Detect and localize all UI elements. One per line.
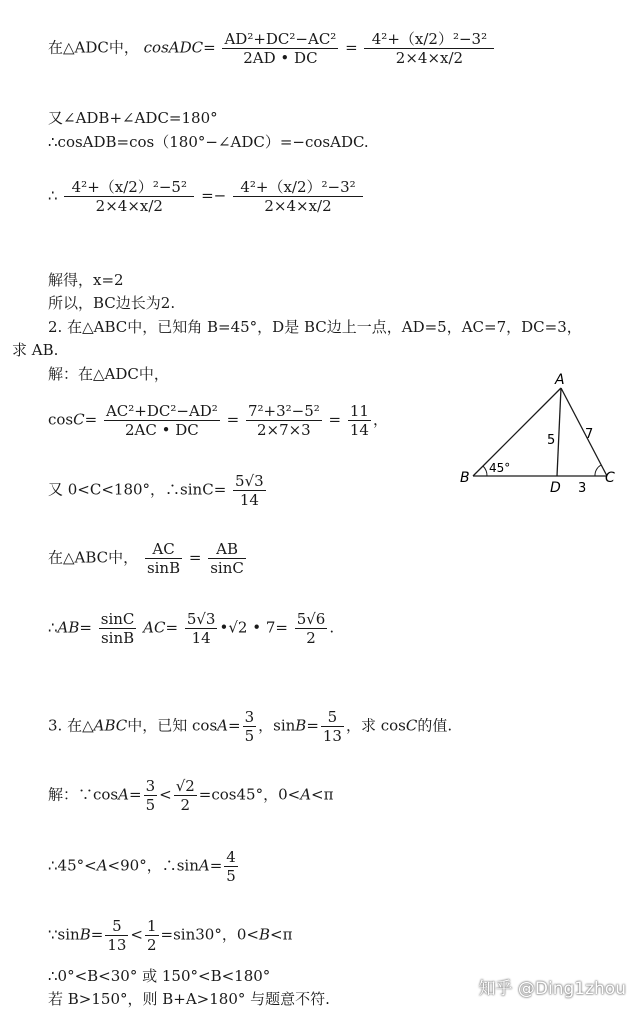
therefore-cos-line: ∴cosADB=cos（180°−∠ADC）=−cosADC. [48, 133, 369, 151]
problem2-statement-cont: 求 AB. [12, 341, 59, 359]
numerator: 5√6 [296, 610, 326, 628]
denominator: 5 [145, 796, 156, 814]
side-ac [561, 388, 607, 476]
problem3-solution-4: ∴0°<B<30° 或 150°<B<180° [48, 967, 271, 985]
denominator: 14 [233, 490, 266, 509]
numerator: 11 [349, 402, 369, 420]
numerator: 7²+3²−5² [247, 402, 320, 420]
denominator: 2×4×x/2 [233, 196, 363, 215]
label-ad-length: 5 [547, 433, 556, 448]
numerator: 1 [146, 917, 157, 935]
fraction-rhs [233, 178, 363, 215]
denominator: sinB [146, 559, 181, 577]
fraction-sin-ratio [99, 610, 137, 647]
numerator: 5 [327, 708, 338, 726]
label-ac-length: 7 [585, 427, 594, 442]
equation-line: ∴ $\frac{\text{4²+（x/2）²−5²}}{2\times 4\times x/2}$ =− $\frac{\text{4²+（x/2）²−3²}}{2\times 4\times x/2}$ [48, 178, 365, 215]
problem3-statement: 3. 在△ABC中，已知 cosA= $\frac{3}{5}$ ，sinB= $\frac{5}{13}$ ，求 cosC的值. [48, 708, 453, 745]
cos-adc-label: cosADC [143, 38, 204, 57]
numerator: √2 [175, 777, 195, 795]
denominator: sinB [99, 628, 137, 647]
fraction-sinC [233, 472, 266, 509]
numerator: 5√3 [186, 610, 216, 628]
label-A: A [555, 372, 565, 388]
problem2-statement: 2. 在△ABC中，已知角 B=45°，D是 BC边上一点，AD=5，AC=7，DC=3， [48, 318, 582, 336]
watermark: 知乎 @Ding1zhou [478, 979, 626, 999]
law-intro-text: 在△ABC中， [48, 548, 139, 567]
fraction-ac-sinB [145, 540, 182, 577]
denominator: 14 [349, 421, 369, 439]
numerator: AC [152, 540, 175, 558]
problem3-solution-5: 若 B>150°，则 B+A>180° 与题意不符. [48, 990, 330, 1008]
fraction-law-of-cosines [222, 30, 338, 67]
denominator: 2 [174, 795, 197, 814]
numerator: 3 [145, 777, 156, 795]
fraction-cosC [104, 402, 220, 439]
label-D: D [550, 480, 561, 495]
angle-arc-b [483, 466, 487, 476]
fraction-lhs [64, 178, 194, 215]
fraction-sinA [224, 848, 238, 885]
numerator: AB [216, 540, 238, 558]
numerator: AC²+DC²−AD² [105, 402, 218, 420]
numerator: 3 [244, 708, 255, 726]
fraction-half [145, 917, 159, 954]
label-dc-length: 3 [578, 481, 587, 495]
numerator: 4²+（x/2）²−5² [71, 178, 187, 196]
denominator: sinC [210, 559, 244, 577]
fraction-ab-sinC [208, 540, 246, 577]
cosC-line: cosC= $\frac{\text{AC²+DC²−AD²}}{2AC • DC}$ = $\frac{\text{7²+3²−5²}}{2\times 7\times 3}$ = $\frac{11}{14}$ ， [48, 402, 388, 439]
problem3-solution-2: ∴45°<A<90°，∴sinA= $\frac{4}{5}$ [48, 848, 236, 885]
denominator: 5 [226, 867, 236, 885]
label-angle-b: 45° [489, 461, 511, 475]
angle-arc-c [595, 465, 601, 476]
side-ab [473, 388, 561, 476]
denominator: 2×7×3 [246, 420, 322, 439]
label-C: C [605, 470, 615, 486]
numerator: AD²+DC²−AC² [224, 30, 337, 48]
problem3-solution-3: ∵sinB= $\frac{5}{13}$ < $\frac{1}{2}$ =sin30°，0<B<π [48, 917, 293, 954]
fraction-sinB-2 [105, 917, 128, 954]
fraction-cosC-result [348, 402, 371, 439]
segment-ad [557, 388, 561, 476]
fraction-cosA [243, 708, 257, 745]
fraction-substituted [364, 30, 494, 67]
label-B: B [460, 470, 470, 486]
triangle-figure [455, 370, 630, 495]
law-of-sines-line: 在△ABC中， $\frac{AC}{\sin B}$ = $\frac{AB}{\sin C}$ [48, 540, 244, 577]
denominator: 13 [107, 936, 127, 954]
fraction-ab-value [295, 610, 328, 647]
denominator: 2AD • DC [222, 48, 338, 67]
denominator: 2×4×x/2 [64, 196, 194, 215]
fraction-cosA-2 [144, 777, 158, 814]
solution-intro: 解：在△ADC中， [48, 365, 169, 383]
problem3-solution-1: 解：∵cosA= $\frac{3}{5}$ < $\frac{√2}{2}$ =cos45°，0<A<π [48, 777, 334, 814]
numerator: 4²+（x/2）²−3² [371, 30, 488, 48]
fraction-sinC-value [185, 610, 218, 647]
numerator: 5 [112, 917, 122, 935]
fraction-cosC-values [246, 402, 322, 439]
solve-line: 解得，x=2 [48, 271, 124, 289]
denominator: 14 [185, 628, 218, 647]
fraction-sinB [321, 708, 344, 745]
numerator: sinC [100, 610, 135, 628]
ab-result-line: ∴AB= $\frac{\sin C}{\sin B}$ AC= $\frac{5√3}{14}$ •√2 • 7= $\frac{5√6}{2}$ . [48, 610, 335, 647]
cos-adc-line: 在△ADC中， cosADC= $\frac{\text{AD²+DC²−AC²}}{2AD • DC}$ = $\frac{\text{4²+（x/2）²−3²}}{2\times 4\times x/2}$ [48, 30, 496, 67]
numerator: 4²+（x/2）²−3² [240, 178, 356, 196]
conclusion-line: 所以，BC边长为2. [48, 294, 176, 312]
fraction-sqrt2-half [174, 777, 197, 814]
numerator: 5√3 [235, 472, 264, 490]
text-in-adc: 在△ADC中， [48, 38, 139, 57]
denominator: 2 [146, 936, 157, 954]
numerator: 4 [226, 848, 236, 866]
denominator: 2×4×x/2 [364, 48, 494, 67]
sinC-line [48, 472, 268, 509]
denominator: 5 [244, 727, 255, 745]
range-text: 又 0<C<180°，∴sinC= [48, 480, 227, 499]
denominator: 13 [322, 727, 342, 745]
denominator: 2AC • DC [104, 420, 220, 439]
denominator: 2 [295, 628, 328, 647]
angle-sum-line: 又∠ADB+∠ADC=180° [48, 109, 218, 127]
